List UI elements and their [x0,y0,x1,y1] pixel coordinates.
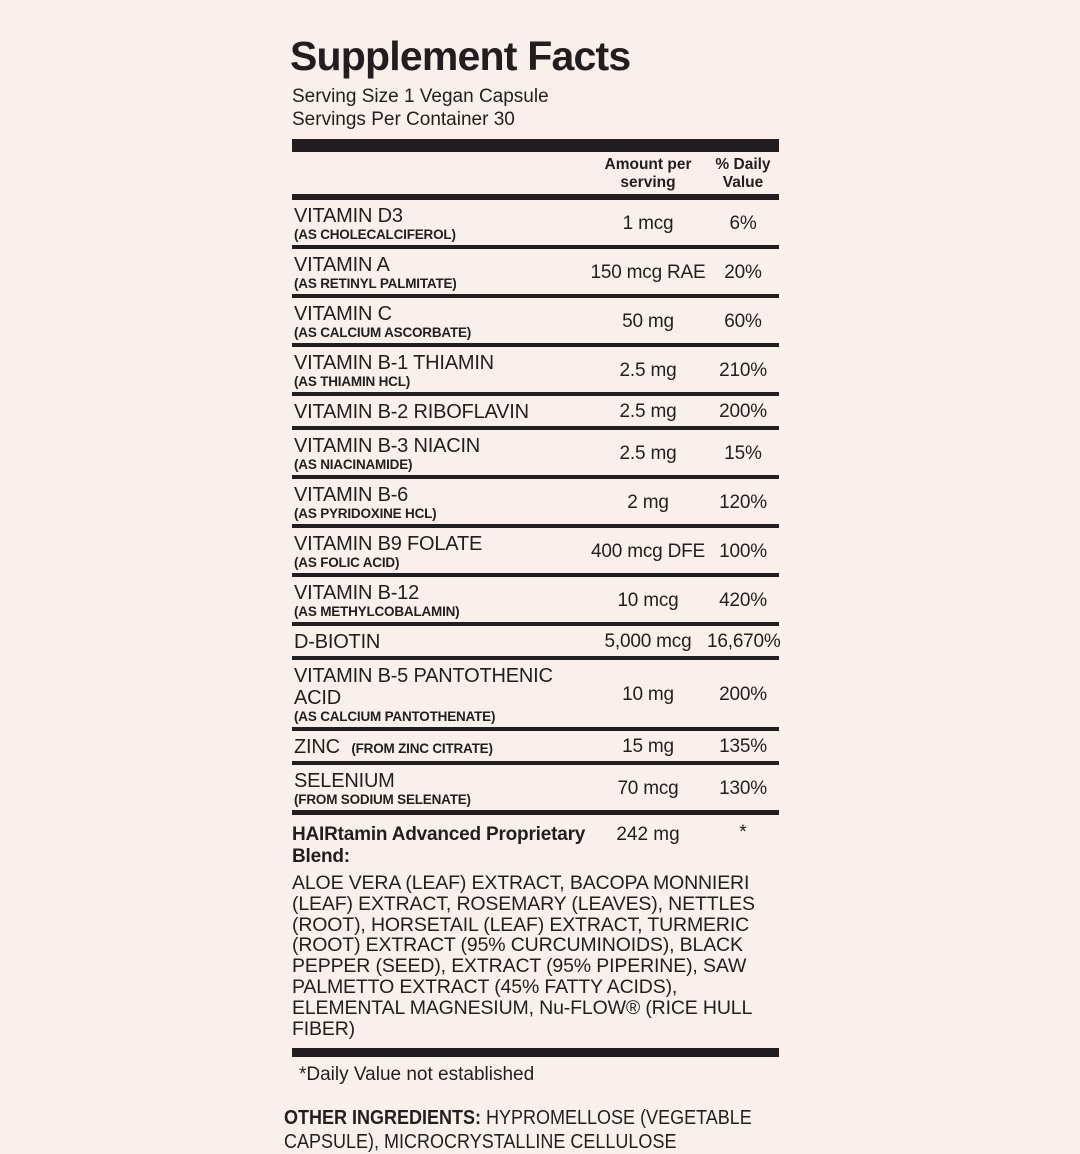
nutrient-amount: 10 mg [622,683,674,705]
nutrient-name-cell [292,483,589,522]
nutrient-amount: 70 mcg [617,777,679,799]
nutrient-row [292,249,779,298]
supplement-facts-label [284,34,794,1154]
nutrient-name: VITAMIN B9 FOLATE [294,533,483,555]
nutrient-row [292,347,779,396]
nutrient-source: (AS NIACINAMIDE) [294,457,413,472]
nutrient-daily-value: 420% [719,589,767,611]
nutrient-name-cell [292,630,589,654]
blend-amount: 242 mg [616,824,680,845]
nutrient-daily-value: 60% [724,310,762,332]
nutrient-name: VITAMIN B-2 RIBOFLAVIN [294,401,529,423]
nutrient-row [292,298,779,347]
nutrient-source: (AS METHYLCOBALAMIN) [294,604,460,619]
nutrient-name-cell [292,581,589,620]
blend-asterisk: * [739,822,747,843]
facts-panel [292,34,779,1086]
column-header-amount: Amount per serving [604,156,692,191]
proprietary-blend-section [292,815,779,1048]
nutrient-name-cell [292,434,589,473]
nutrient-daily-value: 130% [719,777,767,799]
nutrient-amount: 1 mcg [622,212,674,234]
daily-value-footnote: *Daily Value not established [299,1064,535,1086]
nutrient-amount: 15 mg [622,736,674,757]
serving-size: Serving Size 1 Vegan Capsule [292,86,549,107]
nutrient-row [292,577,779,626]
nutrient-source: (FROM ZINC CITRATE) [351,741,493,756]
nutrient-name-cell [292,351,589,390]
nutrient-name: VITAMIN B-12 [294,582,420,604]
nutrient-name: VITAMIN A [294,254,390,276]
nutrient-daily-value: 200% [719,401,767,422]
nutrient-daily-value: 20% [724,261,762,283]
nutrient-source: (AS CALCIUM ASCORBATE) [294,325,472,340]
nutrient-name-cell [292,400,589,424]
nutrient-daily-value: 100% [719,540,767,562]
nutrient-name: VITAMIN D3 [294,205,403,227]
serving-info [292,86,779,131]
nutrient-name: ZINC [294,736,340,758]
nutrient-name-cell [292,204,589,243]
nutrient-source: (AS THIAMIN HCL) [294,374,411,389]
nutrient-row [292,660,779,731]
nutrient-name-cell [292,735,589,759]
nutrient-daily-value: 6% [729,212,757,234]
nutrient-amount: 10 mcg [617,589,679,611]
nutrient-name-cell [292,769,589,808]
nutrient-amount: 2.5 mg [619,401,677,422]
nutrient-daily-value: 200% [719,683,767,705]
nutrient-name: VITAMIN C [294,303,392,325]
nutrient-name: VITAMIN B-1 THIAMIN [294,352,494,374]
nutrient-name: VITAMIN B-5 PANTOTHENIC ACID [294,665,553,709]
nutrient-amount: 2.5 mg [619,359,677,381]
bottom-separator-bar [292,1048,779,1057]
other-ingredients [284,1107,790,1154]
nutrient-amount: 2.5 mg [619,442,677,464]
nutrient-daily-value: 15% [724,442,762,464]
nutrient-daily-value: 16,670% [707,631,781,652]
column-header-row [292,152,779,194]
nutrient-name-cell [292,532,589,571]
nutrient-source: (AS PYRIDOXINE HCL) [294,506,437,521]
column-header-daily-value: % Daily Value [715,156,771,191]
nutrient-row [292,430,779,479]
nutrient-row [292,731,779,765]
nutrient-amount: 5,000 mcg [604,631,692,652]
nutrient-row [292,626,779,660]
other-ingredients-label: OTHER INGREDIENTS: [284,1107,482,1130]
nutrient-row [292,528,779,577]
nutrient-rows [292,200,779,815]
nutrient-name-cell [292,302,589,341]
nutrient-row [292,765,779,815]
nutrient-amount: 50 mg [622,310,674,332]
nutrient-amount: 400 mcg DFE [591,540,705,562]
nutrient-name: VITAMIN B-6 [294,484,409,506]
nutrient-source: (AS CHOLECALCIFEROL) [294,227,456,242]
nutrient-source: (AS FOLIC ACID) [294,555,400,570]
nutrient-source: (FROM SODIUM SELENATE) [294,792,471,807]
nutrient-name: D-BIOTIN [294,631,381,653]
blend-ingredients: ALOE VERA (LEAF) EXTRACT, BACOPA MONNIERI (LEAF) EXTRACT, ROSEMARY (LEAVES), NETTLES (ROOT), HORSETAIL (LEAF) EXTRACT, TURMERIC (ROOT) EXTRACT (95% CURCUMINOIDS), BLACK PEPPER (SEED), EXTRACT (95% PIPERINE), SAW PALMETTO EXTRACT (45% FATTY ACIDS), ELEMENTAL MAGNESIUM, Nu-FLOW® (RICE HULL FIBER) [292,872,755,1040]
nutrient-daily-value: 135% [719,736,767,757]
blend-name: HAIRtamin Advanced Proprietary Blend: [292,824,586,867]
nutrient-name-cell [292,664,589,725]
nutrient-amount: 150 mcg RAE [590,261,706,283]
facts-title: Supplement Facts [290,33,631,79]
nutrient-daily-value: 120% [719,491,767,513]
servings-per-container: Servings Per Container 30 [292,108,515,130]
blend-header-row [292,824,779,868]
top-separator-bar [292,139,779,152]
nutrient-row [292,479,779,528]
nutrient-daily-value: 210% [719,359,767,381]
nutrient-name: SELENIUM [294,770,395,792]
nutrient-amount: 2 mg [627,491,669,513]
nutrient-name-cell [292,253,589,292]
other-ingredients-text: HYPROMELLOSE (VEGETABLE CAPSULE), MICROCRYSTALLINE CELLULOSE [284,1107,752,1153]
nutrient-source: (AS RETINYL PALMITATE) [294,276,457,291]
nutrient-row [292,396,779,430]
nutrient-source: (AS CALCIUM PANTOTHENATE) [294,709,496,724]
nutrient-name: VITAMIN B-3 NIACIN [294,435,481,457]
nutrient-row [292,200,779,249]
